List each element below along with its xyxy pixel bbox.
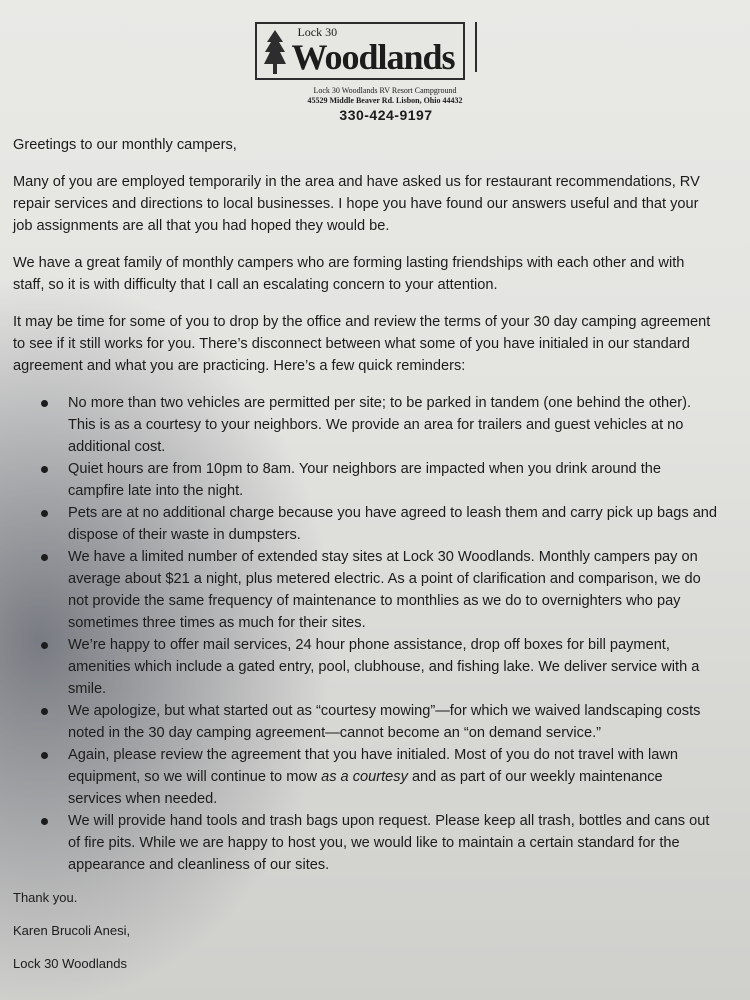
bullet-icon — [41, 554, 48, 561]
reminder-vehicles — [13, 392, 718, 458]
reminder-text: We apologize, but what started out as “courtesy mowing”—for which we waived landscaping costs noted in the 30 day camping agreement—cannot become an “on demand service.” — [68, 703, 701, 741]
reminder-text-after: and as part of our weekly maintenance services when needed. — [68, 769, 663, 807]
closing-thanks: Thank you. — [13, 890, 78, 905]
bullet-icon — [41, 708, 48, 715]
reminder-trash — [13, 810, 718, 876]
reminder-text: We will provide hand tools and trash bags upon request. Please keep all trash, bottles and cans out of fire pits. While we are happy to host you, we would like to maintain a certain standard for the appearance and cleanliness of our sites. — [68, 813, 710, 873]
bullet-icon — [41, 466, 48, 473]
reminder-pets — [13, 502, 718, 546]
logo-small-text: Lock 30 — [297, 25, 338, 39]
pine-tree-icon — [263, 28, 287, 76]
reminder-text-before: Again, please review the agreement that you have initialed. Most of you do not travel with lawn equipment, so we will continue to mow — [68, 747, 679, 785]
closing-signature: Karen Brucoli Anesi, — [13, 923, 131, 938]
letterhead-address: 45529 Middle Beaver Rd. Lisbon, Ohio 44432 — [307, 96, 463, 105]
bullet-icon — [41, 818, 48, 825]
logo-main-text: Woodlands — [291, 37, 455, 77]
reminders-list — [13, 392, 718, 876]
reminder-text: Pets are at no additional charge because you have agreed to leash them and carry pick up bags and dispose of their waste in dumpsters. — [68, 505, 718, 543]
closing-organization: Lock 30 Woodlands — [13, 956, 127, 971]
bullet-icon — [41, 400, 48, 407]
reminder-text: Quiet hours are from 10pm to 8am. Your neighbors are impacted when you drink around the campfire late into the night. — [68, 461, 662, 499]
logo — [255, 22, 464, 80]
bullet-icon — [41, 752, 48, 759]
paragraph-community: We have a great family of monthly campers who are forming lasting friendships with each other and with staff, so it is with difficulty that I call an escalating concern to your attention. — [13, 255, 685, 293]
paragraph-agreement: It may be time for some of you to drop by the office and review the terms of your 30 day camping agreement to see if it still works for you. There’s disconnect between what some of you have initialed in our standard agreement and what you are practicing. Here’s a few quick reminders: — [13, 314, 711, 374]
reminder-extended-stay — [13, 546, 718, 634]
reminder-services — [13, 634, 718, 700]
reminder-text: We’re happy to offer mail services, 24 hour phone assistance, drop off boxes for bill payment, amenities which include a gated entry, pool, clubhouse, and fishing lake. We deliver service with a smile. — [68, 637, 700, 697]
letterhead-subtitle: Lock 30 Woodlands RV Resort Campground — [313, 86, 457, 95]
paragraph-employment: Many of you are employed temporarily in the area and have asked us for restaurant recommendations, RV repair services and directions to local businesses. I hope you have found our answers useful and that your job assignments are all that you had hoped they would be. — [13, 174, 700, 234]
letterhead — [0, 22, 750, 123]
reminder-review-agreement — [13, 744, 718, 810]
reminder-text: No more than two vehicles are permitted per site; to be parked in tandem (one behind the other). This is as a courtesy to your neighbors. We provide an area for trailers and guest vehicles at no additional cost. — [68, 395, 692, 455]
letterhead-phone: 330-424-9197 — [339, 107, 433, 123]
reminder-quiet-hours — [13, 458, 718, 502]
reminder-text: We have a limited number of extended stay sites at Lock 30 Woodlands. Monthly campers pay on average about $21 a night, plus metered electric. As a point of clarification and comparison, we do not provide the same frequency of maintenance to monthlies as we do to overnighters who pay sometimes three times as much for their sites. — [68, 549, 701, 631]
logo-divider — [475, 22, 477, 72]
reminder-emphasis: as a courtesy — [321, 769, 408, 785]
bullet-icon — [41, 510, 48, 517]
bullet-icon — [41, 642, 48, 649]
reminder-mowing — [13, 700, 718, 744]
letter-body — [13, 134, 718, 974]
greeting: Greetings to our monthly campers, — [13, 137, 237, 153]
